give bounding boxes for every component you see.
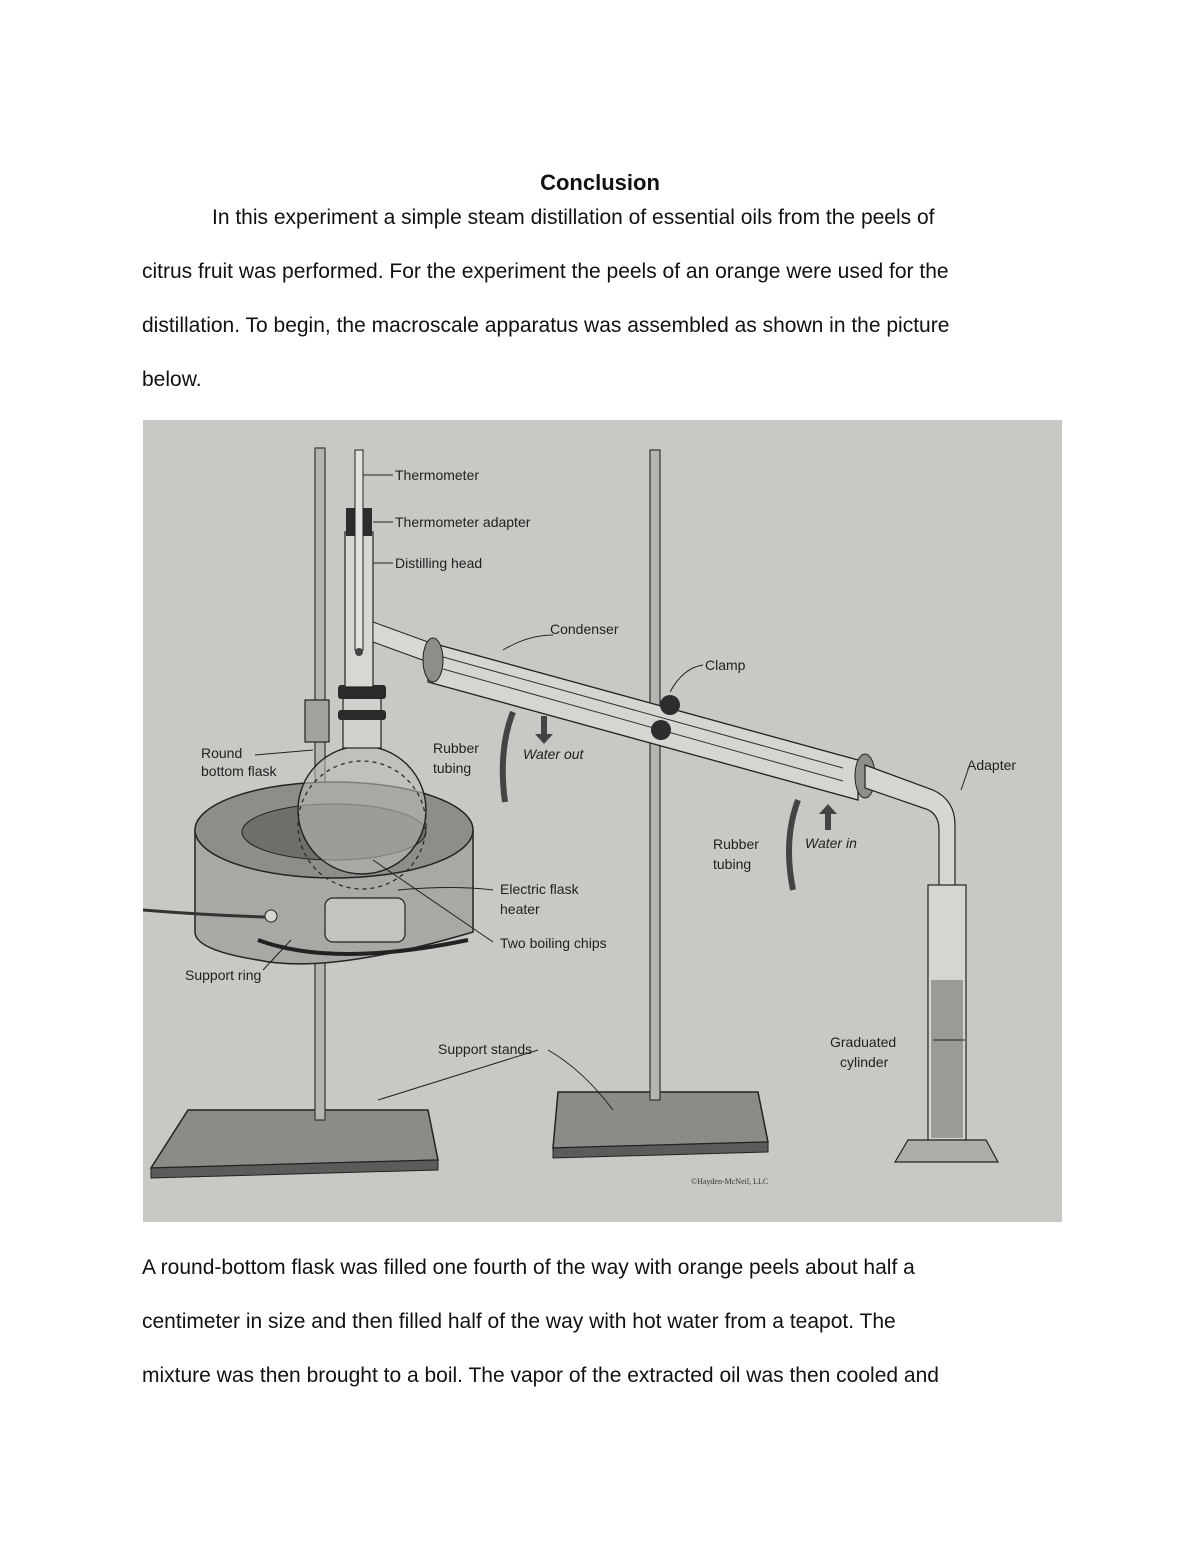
label-rubber-tubing-left: Rubber [433, 740, 479, 756]
support-stand-base-right [553, 1092, 768, 1158]
label-graduated-cylinder: cylinder [840, 1054, 889, 1070]
graduated-cylinder [865, 765, 998, 1162]
paragraph-line: In this experiment a simple steam distillation of essential oils from the peels of [212, 206, 935, 229]
distillation-apparatus-figure [143, 420, 1062, 1222]
paragraph-line: mixture was then brought to a boil. The vapor of the extracted oil was then cooled and [142, 1364, 939, 1387]
label-electric-flask-heater: Electric flask [500, 881, 579, 897]
label-round-bottom-flask: bottom flask [201, 763, 277, 779]
label-rubber-tubing-left: tubing [433, 760, 472, 776]
label-round-bottom-flask: Round [201, 745, 243, 761]
paragraph-line: citrus fruit was performed. For the experiment the peels of an orange were used for the [142, 260, 949, 283]
label-condenser: Condenser [550, 621, 619, 637]
support-rod-right [650, 450, 660, 1100]
page-title: Conclusion [540, 170, 660, 195]
label-rubber-tubing-right: Rubber [713, 836, 759, 852]
label-water-in: Water in [805, 835, 857, 851]
label-two-boiling-chips: Two boiling chips [500, 935, 607, 951]
label-support-ring: Support ring [185, 967, 262, 983]
intro-paragraph [142, 191, 1062, 407]
support-stand-base-left [151, 1110, 438, 1178]
label-thermometer-adapter: Thermometer adapter [395, 514, 531, 530]
paragraph-line: centimeter in size and then filled half of the way with hot water from a teapot. The [142, 1310, 896, 1333]
label-electric-flask-heater: heater [500, 901, 540, 917]
paragraph-line: A round-bottom flask was filled one fourth of the way with orange peels about half a [142, 1256, 915, 1279]
label-support-stands: Support stands [438, 1041, 533, 1057]
label-clamp: Clamp [705, 657, 746, 673]
paragraph-line: below. [142, 368, 202, 391]
apparatus-diagram [143, 420, 1062, 1222]
procedure-paragraph [142, 1241, 1062, 1403]
label-thermometer: Thermometer [395, 467, 480, 483]
label-graduated-cylinder: Graduated [830, 1034, 897, 1050]
label-water-out: Water out [523, 746, 584, 762]
label-distilling-head: Distilling head [395, 555, 483, 571]
label-rubber-tubing-right: tubing [713, 856, 752, 872]
label-adapter: Adapter [967, 757, 1017, 773]
figure-credit: ©Hayden-McNeil, LLC [691, 1177, 769, 1186]
distilling-head [345, 450, 373, 687]
paragraph-line: distillation. To begin, the macroscale apparatus was assembled as shown in the picture [142, 314, 950, 337]
water-in-arrow-icon [819, 804, 837, 830]
water-out-arrow-icon [535, 716, 553, 744]
